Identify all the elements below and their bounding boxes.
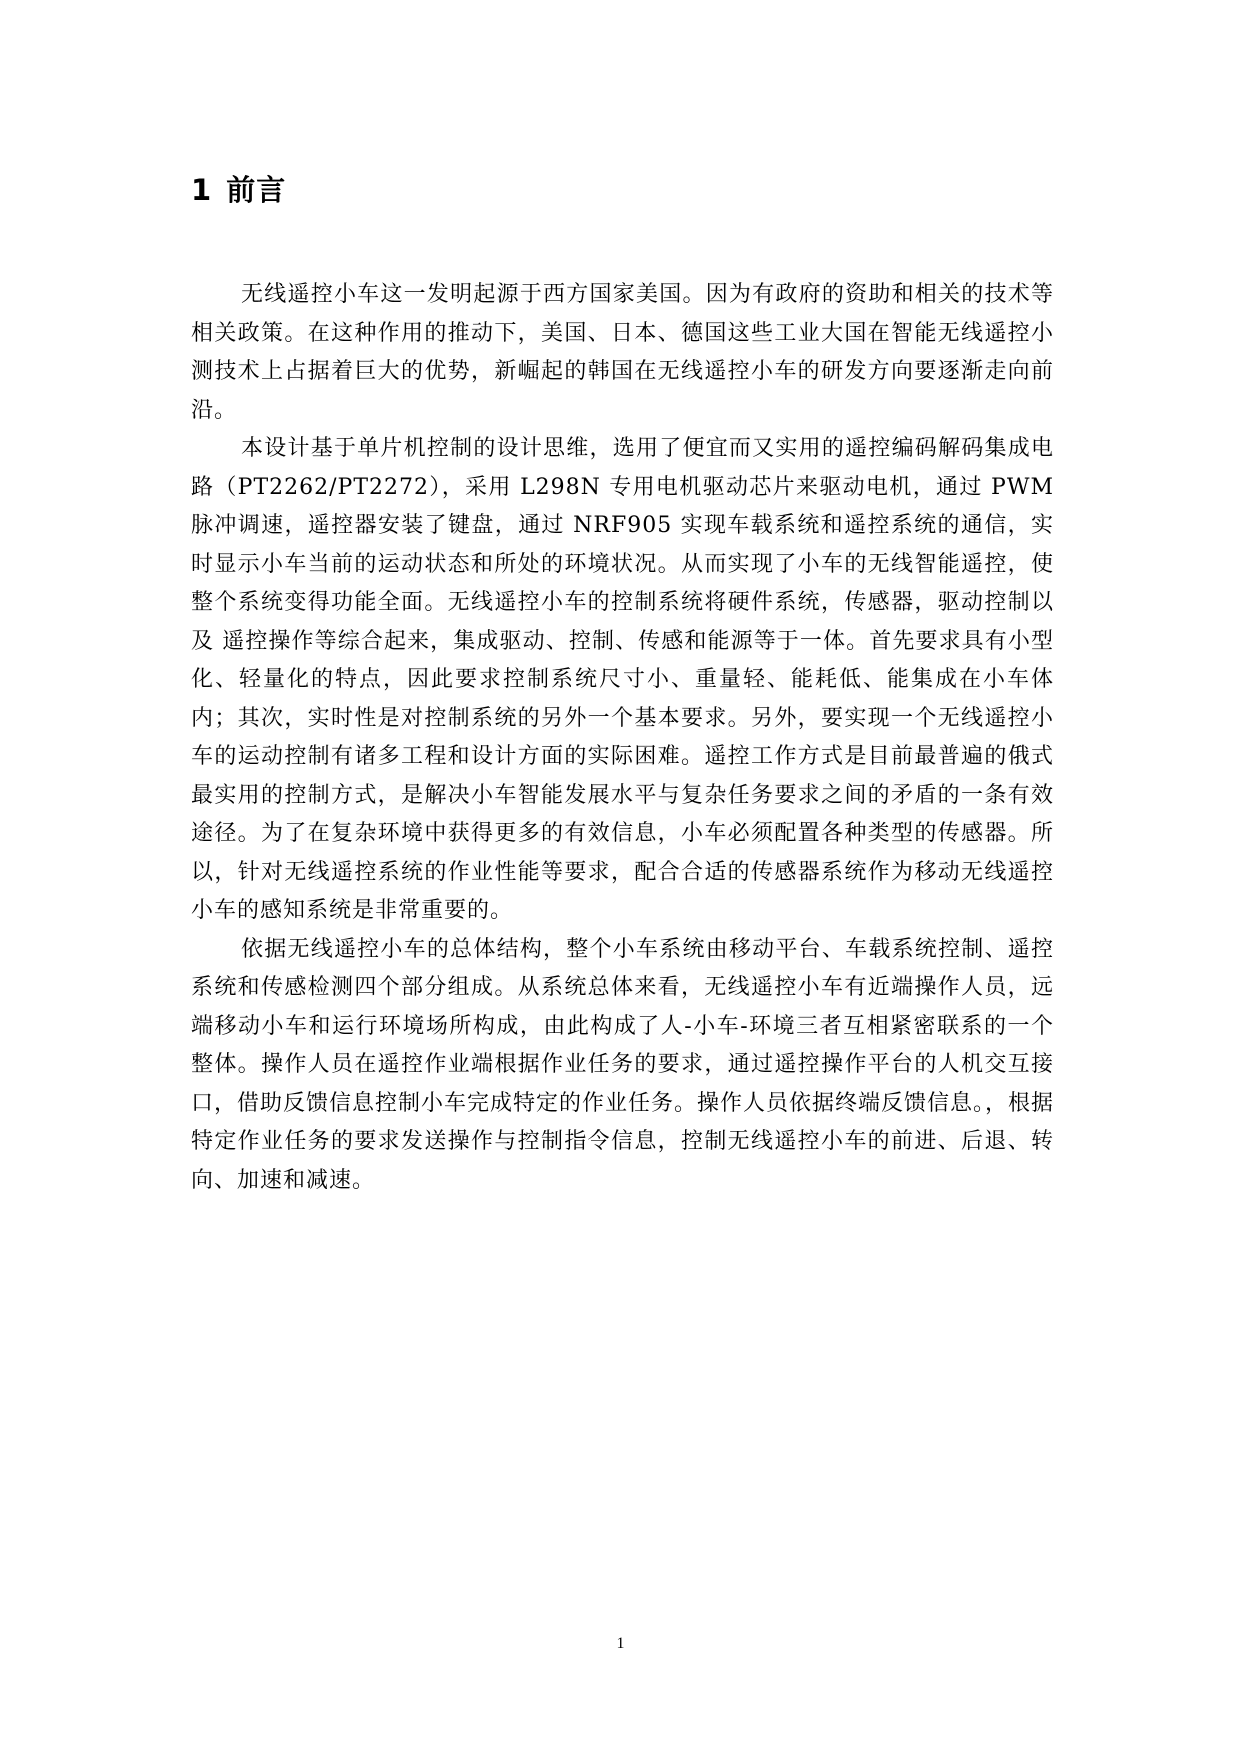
section-number: 1 [191,173,213,207]
section-title: 前言 [226,173,287,207]
page-number: 1 [616,1635,625,1652]
paragraph-design: 本设计基于单片机控制的设计思维，选用了便宜而又实用的遥控编码解码集成电路（PT2262/PT2272），采用 L298N 专用电机驱动芯片来驱动电机，通过 PWM 脉冲调速，遥控器安装了键盘，通过 NRF905 实现车载系统和遥控系统的通信，实时显示小车当前的运动状态和所处的环境状况。从而实现了小车的无线智能遥控，使整个系统变得功能全面。无线遥控小车的控制系统将硬件系统，传感器，驱动控制以及 遥控操作等综合起来，集成驱动、控制、传感和能源等于一体。首先要求具有小型化、轻量化的特点，因此要求控制系统尺寸小、重量轻、能耗低、能集成在小车体内；其次，实时性是对控制系统的另外一个基本要求。另外，要实现一个无线遥控小车的运动控制有诸多工程和设计方面的实际困难。遥控工作方式是目前最普遍的俄式最实用的控制方式，是解决小车智能发展水平与复杂任务要求之间的矛盾的一条有效途径。为了在复杂环境中获得更多的有效信息，小车必须配置各种类型的传感器。所以，针对无线遥控系统的作业性能等要求，配合合适的传感器系统作为移动无线遥控小车的感知系统是非常重要的。 [191,436,1054,923]
paragraph-origin: 无线遥控小车这一发明起源于西方国家美国。因为有政府的资助和相关的技术等相关政策。在这种作用的推动下，美国、日本、德国这些工业大国在智能无线遥控小测技术上占据着巨大的优势，新崛起的韩国在无线遥控小车的研发方向要逐渐走向前沿。 [191,282,1054,423]
body-text [191,276,1054,1200]
section-heading [191,170,286,210]
paragraph-structure: 依据无线遥控小车的总体结构，整个小车系统由移动平台、车载系统控制、遥控系统和传感检测四个部分组成。从系统总体来看，无线遥控小车有近端操作人员，远端移动小车和运行环境场所构成，由此构成了人-小车-环境三者互相紧密联系的一个整体。操作人员在遥控作业端根据作业任务的要求，通过遥控操作平台的人机交互接口，借助反馈信息控制小车完成特定的作业任务。操作人员依据终端反馈信息。，根据特定作业任务的要求发送操作与控制指令信息，控制无线遥控小车的前进、后退、转向、加速和减速。 [191,936,1055,1193]
